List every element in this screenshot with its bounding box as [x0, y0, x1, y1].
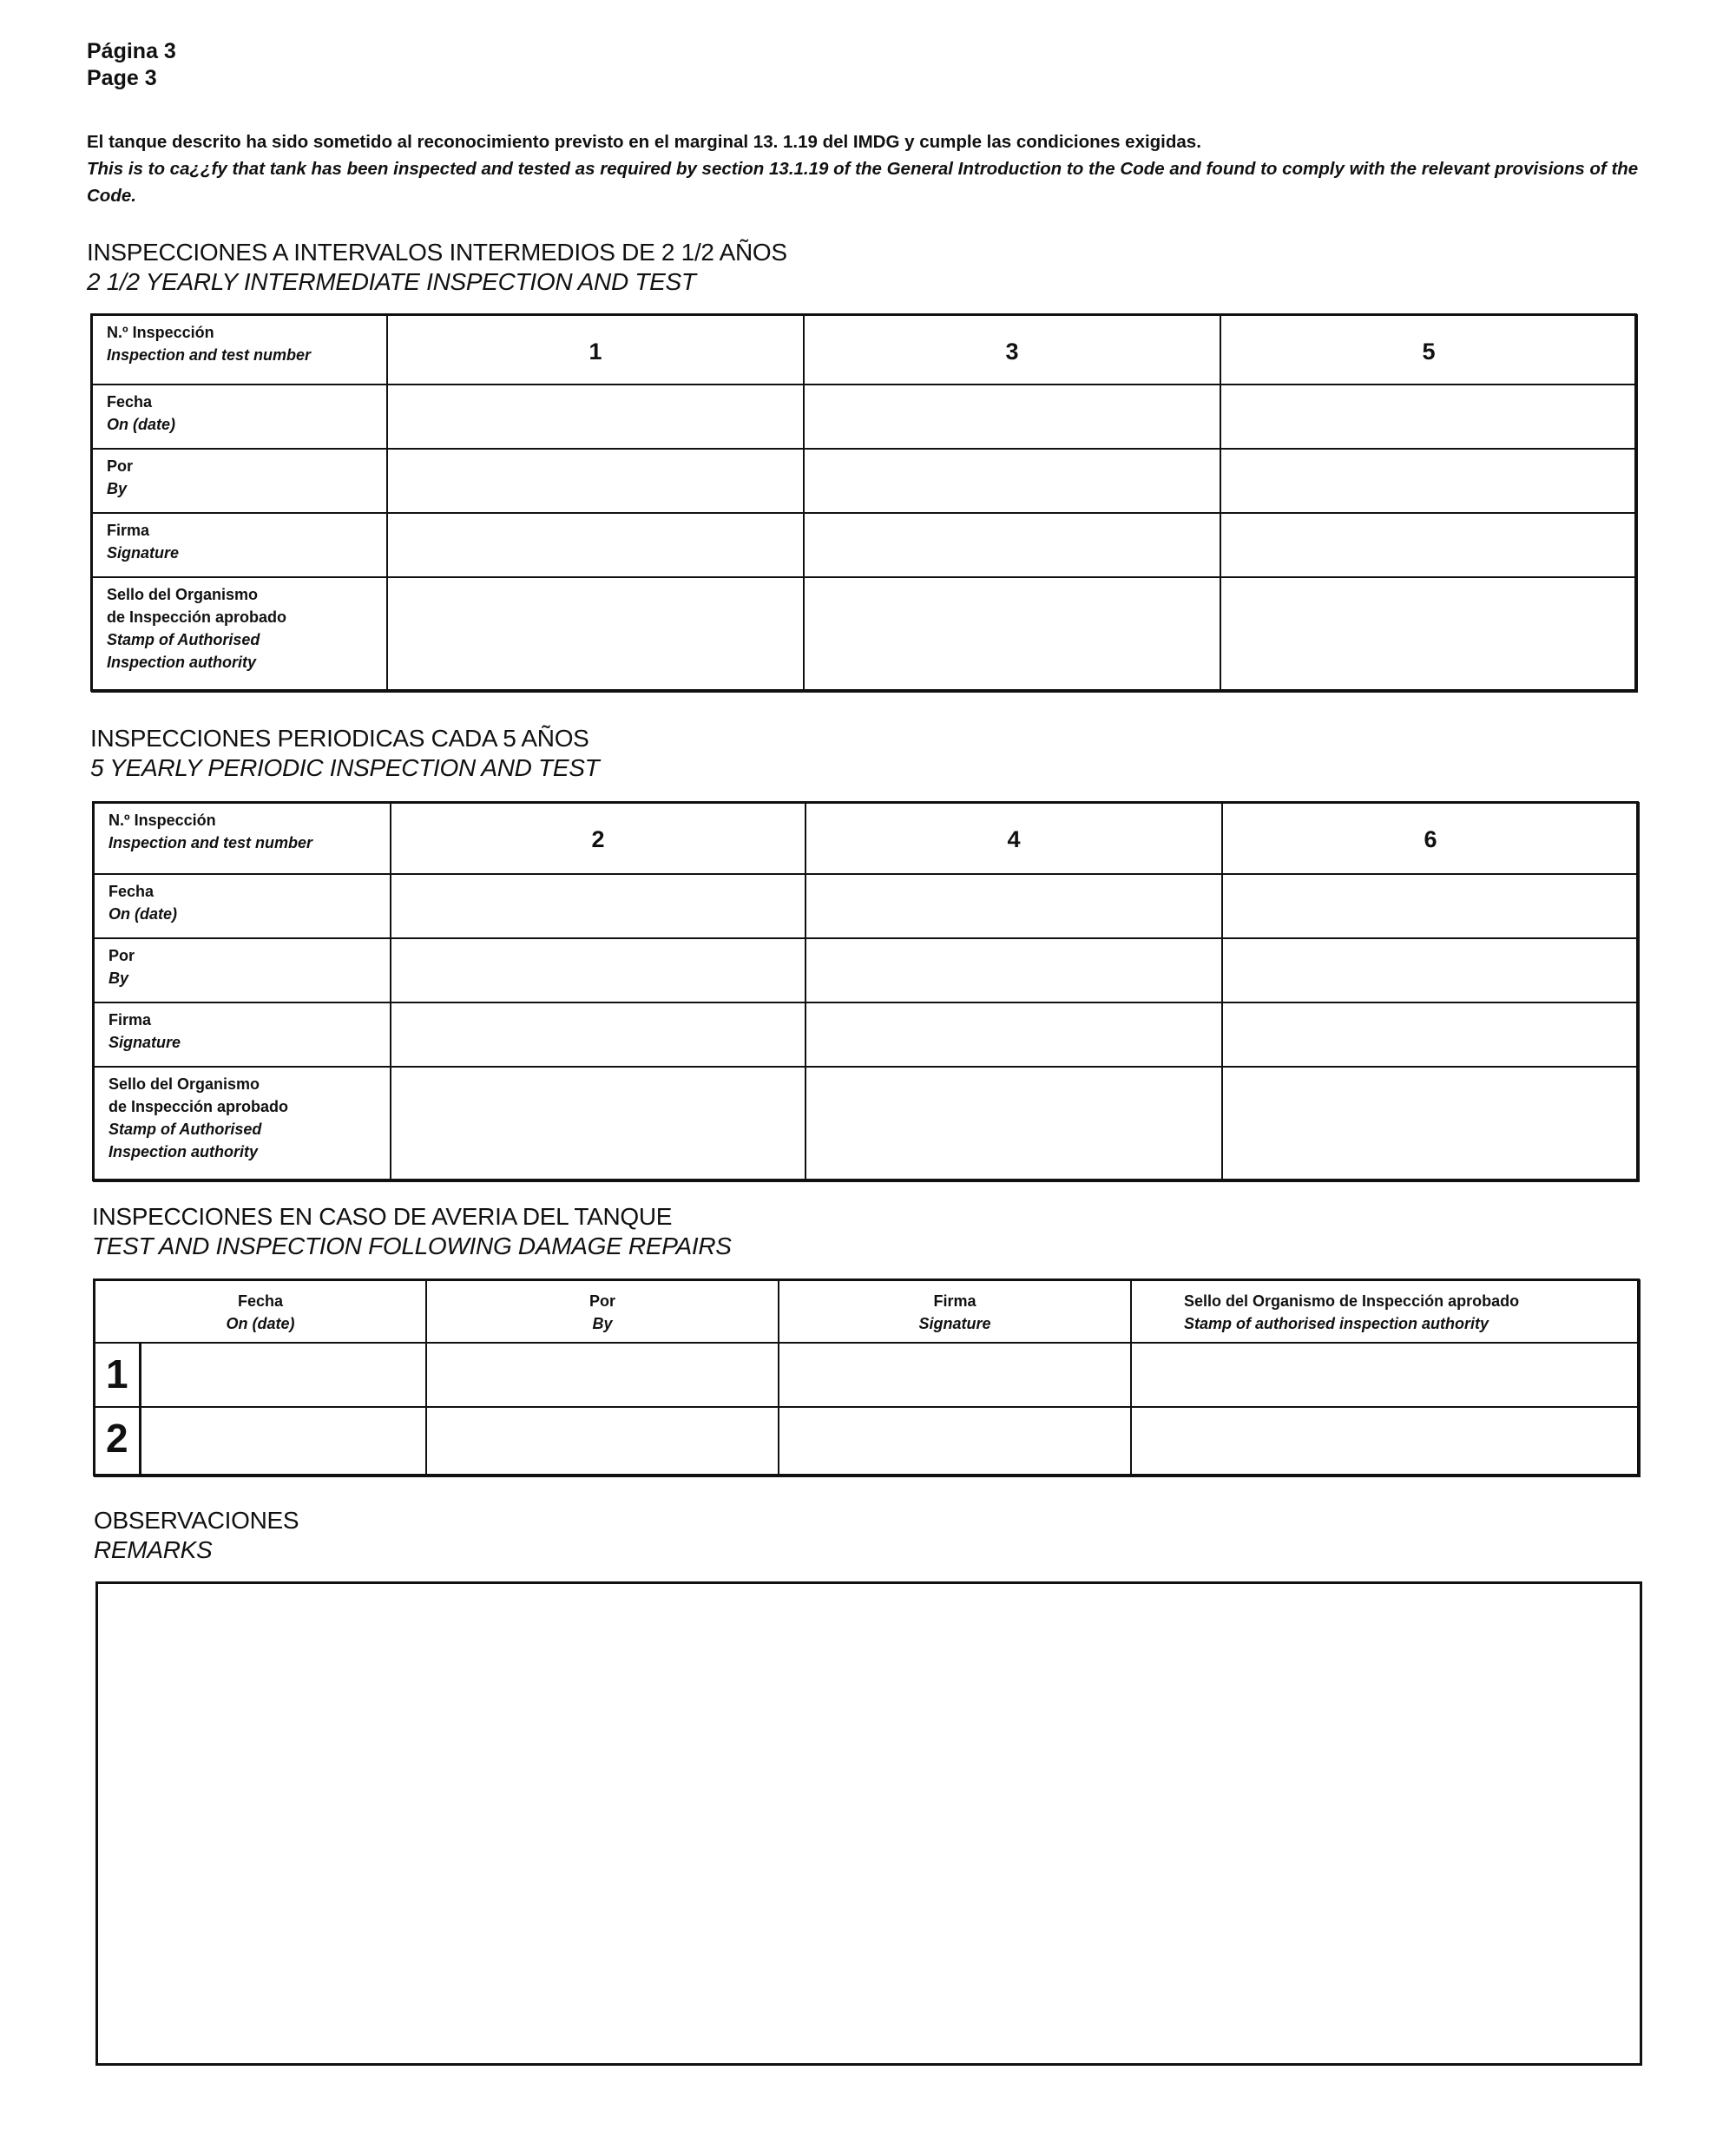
damage-inspection-table [94, 1279, 1641, 1477]
signature-label-es: Firma [107, 522, 150, 539]
page-number-en: Page 3 [87, 66, 157, 90]
by-field[interactable] [387, 449, 804, 513]
page-number [87, 38, 176, 92]
by-label-es: Por [107, 457, 134, 475]
remarks-title-en: REMARKS [94, 1536, 213, 1563]
periodic-section-title [90, 724, 599, 783]
number-cell [391, 803, 806, 874]
header-signature-es: Firma [933, 1292, 976, 1310]
stamp-label-es: Sello del Organismo [107, 586, 259, 603]
by-label-en: By [108, 970, 129, 987]
date-field[interactable] [391, 874, 806, 938]
periodic-title-es: INSPECCIONES PERIODICAS CADA 5 AÑOS [90, 725, 589, 752]
stamp-label-es: de Inspección aprobado [108, 1098, 289, 1115]
stamp-label-en: Inspection authority [108, 1143, 259, 1160]
header-stamp-es: Sello del Organismo de Inspección aprobado [1184, 1292, 1520, 1310]
stamp-label-en: Stamp of Authorised [108, 1121, 262, 1138]
stamp-label-en: Stamp of Authorised [107, 631, 260, 648]
date-field[interactable] [1222, 874, 1639, 938]
stamp-field[interactable] [1220, 577, 1637, 692]
header-by-en: By [592, 1315, 613, 1332]
header-date-es: Fecha [237, 1292, 284, 1310]
table-row [92, 449, 1637, 513]
label-cell [94, 874, 391, 938]
label-cell [92, 315, 387, 385]
intermediate-title-es: INSPECCIONES A INTERVALOS INTERMEDIOS DE 2 1/2 AÑOS [87, 239, 787, 266]
intermediate-section-title [87, 238, 787, 297]
number-cell [806, 803, 1222, 874]
by-field[interactable] [426, 1343, 779, 1407]
intermediate-title-en: 2 1/2 YEARLY INTERMEDIATE INSPECTION AND TEST [87, 268, 696, 295]
stamp-field[interactable] [806, 1067, 1222, 1181]
signature-field[interactable] [804, 513, 1220, 577]
column-header [1131, 1280, 1640, 1343]
number-label-en: Inspection and test number [107, 346, 312, 364]
date-label-en: On (date) [108, 905, 177, 923]
table-row [94, 938, 1639, 1002]
date-field[interactable] [140, 1343, 426, 1407]
label-cell [92, 385, 387, 449]
inspection-number: 6 [1424, 826, 1437, 852]
stamp-field[interactable] [391, 1067, 806, 1181]
inspection-number: 3 [1005, 339, 1019, 365]
header-by-es: Por [589, 1292, 615, 1310]
number-cell [387, 315, 804, 385]
page-number-es: Página 3 [87, 39, 176, 63]
inspection-number: 1 [589, 339, 602, 365]
damage-title-es: INSPECCIONES EN CASO DE AVERIA DEL TANQUE [92, 1203, 673, 1230]
date-label-es: Fecha [108, 883, 155, 900]
by-field[interactable] [806, 938, 1222, 1002]
stamp-field[interactable] [804, 577, 1220, 692]
table-row [92, 385, 1637, 449]
row-number-cell [95, 1407, 140, 1476]
signature-field[interactable] [1220, 513, 1637, 577]
stamp-field[interactable] [1222, 1067, 1639, 1181]
table-header-row [95, 1280, 1640, 1343]
number-cell [804, 315, 1220, 385]
number-label-es: N.º Inspección [107, 324, 214, 341]
by-field[interactable] [426, 1407, 779, 1476]
date-field[interactable] [804, 385, 1220, 449]
remarks-title-es: OBSERVACIONES [94, 1507, 299, 1534]
table-row [95, 1343, 1640, 1407]
inspection-number: 2 [591, 826, 605, 852]
signature-label-en: Signature [107, 544, 180, 562]
signature-field[interactable] [1222, 1002, 1639, 1067]
number-label-en: Inspection and test number [108, 834, 313, 851]
number-label-es: N.º Inspección [108, 812, 216, 829]
table-row [92, 315, 1637, 385]
certification-es: El tanque descrito ha sido sometido al reconocimiento previsto en el marginal 13. 1.19 del IMDG y cumple las condiciones exigidas. [87, 132, 1201, 152]
row-number: 2 [105, 1416, 128, 1461]
by-field[interactable] [391, 938, 806, 1002]
table-row [92, 513, 1637, 577]
remarks-section-title [94, 1506, 299, 1565]
date-label-es: Fecha [107, 393, 153, 411]
stamp-label-en: Inspection authority [107, 654, 257, 671]
row-number-cell [95, 1343, 140, 1407]
periodic-inspection-table [93, 802, 1640, 1182]
signature-label-es: Firma [108, 1011, 152, 1029]
by-label-es: Por [108, 947, 135, 964]
column-header [95, 1280, 426, 1343]
certification-statement [87, 128, 1641, 209]
row-number: 1 [105, 1351, 128, 1397]
stamp-label-es: de Inspección aprobado [107, 608, 287, 626]
label-cell [94, 1002, 391, 1067]
table-row [92, 577, 1637, 692]
date-field[interactable] [387, 385, 804, 449]
stamp-field[interactable] [387, 577, 804, 692]
header-date-en: On (date) [226, 1315, 295, 1332]
number-cell [1220, 315, 1637, 385]
inspection-number: 5 [1422, 339, 1436, 365]
signature-label-en: Signature [108, 1034, 181, 1051]
header-signature-en: Signature [918, 1315, 991, 1332]
header-stamp-en: Stamp of authorised inspection authority [1184, 1315, 1489, 1332]
certification-en: This is to ca¿¿fy that tank has been inspected and tested as required by section 13.1.19 of the General Introduction to the Code and found to comply with the relevant provisions of the Code. [87, 159, 1639, 206]
signature-field[interactable] [391, 1002, 806, 1067]
table-row [94, 1067, 1639, 1181]
number-cell [1222, 803, 1639, 874]
by-field[interactable] [1222, 938, 1639, 1002]
damage-title-en: TEST AND INSPECTION FOLLOWING DAMAGE REPAIRS [92, 1232, 732, 1259]
label-cell [94, 938, 391, 1002]
table-row [94, 874, 1639, 938]
by-label-en: By [107, 480, 128, 497]
stamp-label-es: Sello del Organismo [108, 1075, 260, 1093]
intermediate-inspection-table [91, 314, 1638, 693]
by-field[interactable] [804, 449, 1220, 513]
table-row [95, 1407, 1640, 1476]
label-cell [94, 803, 391, 874]
signature-field[interactable] [779, 1343, 1131, 1407]
date-field[interactable] [140, 1407, 426, 1476]
date-field[interactable] [806, 874, 1222, 938]
label-cell [94, 1067, 391, 1181]
inspection-number: 4 [1007, 826, 1021, 852]
table-row [94, 803, 1639, 874]
stamp-field[interactable] [1131, 1343, 1640, 1407]
signature-field[interactable] [387, 513, 804, 577]
column-header [426, 1280, 779, 1343]
label-cell [92, 449, 387, 513]
date-label-en: On (date) [107, 416, 175, 433]
stamp-field[interactable] [1131, 1407, 1640, 1476]
periodic-title-en: 5 YEARLY PERIODIC INSPECTION AND TEST [90, 754, 600, 781]
column-header [779, 1280, 1131, 1343]
remarks-field[interactable] [95, 1581, 1642, 2066]
signature-field[interactable] [806, 1002, 1222, 1067]
signature-field[interactable] [779, 1407, 1131, 1476]
by-field[interactable] [1220, 449, 1637, 513]
damage-section-title [92, 1202, 732, 1261]
label-cell [92, 513, 387, 577]
label-cell [92, 577, 387, 692]
date-field[interactable] [1220, 385, 1637, 449]
table-row [94, 1002, 1639, 1067]
